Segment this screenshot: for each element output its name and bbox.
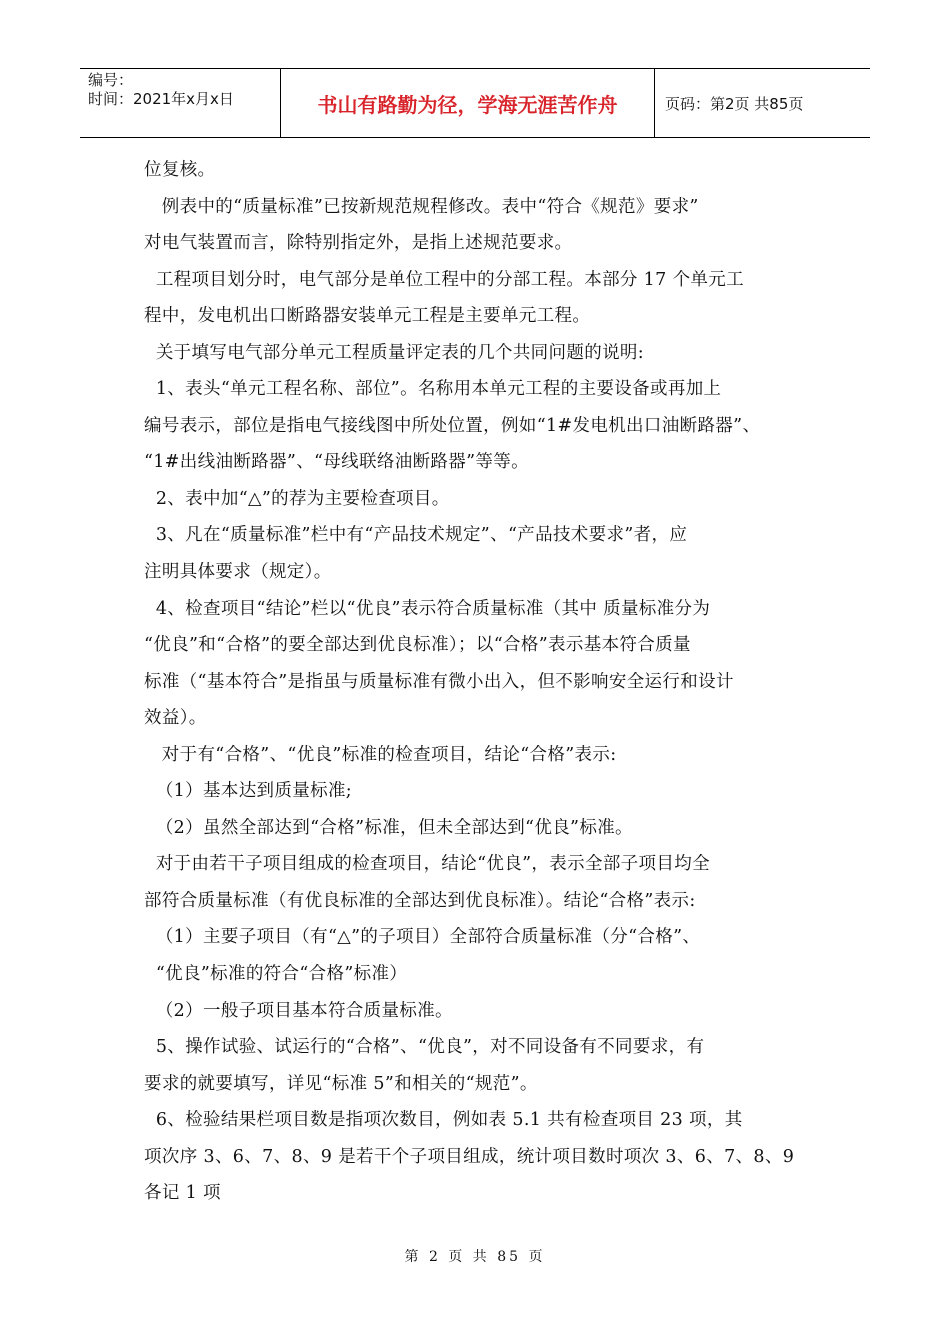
text-line: 编号表示，部位是指电气接线图中所处位置，例如“1#发电机出口油断路器”、 — [144, 415, 761, 436]
text-line: 部符合质量标准（有优良标准的全部达到优良标准）。结论“合格”表示: — [144, 890, 696, 911]
text-line: 要求的就要填写，详见“标准 5”和相关的“规范”。 — [144, 1073, 538, 1094]
text-line: 2、表中加“△”的荐为主要检查项目。 — [144, 488, 450, 509]
document-number-label: 编号： — [88, 71, 134, 89]
text-line: “1#出线油断路器”、“母线联络油断路器”等等。 — [144, 452, 529, 473]
text-line: 4、检查项目“结论”栏以“优良”表示符合质量标准（其中 质量标准分为 — [144, 598, 711, 619]
text-line: 关于填写电气部分单元工程质量评定表的几个共同问题的说明: — [144, 342, 645, 363]
page-footer: 第 2 页 共 85 页 — [404, 1249, 546, 1265]
text-line: 对电气装置而言，除特别指定外，是指上述规范要求。 — [144, 233, 573, 254]
text-line: （2）虽然全部达到“合格”标准，但未全部达到“优良”标准。 — [144, 817, 633, 838]
document-date: 时间：2021年x月x日 — [88, 90, 234, 108]
text-line: 1、表头“单元工程名称、部位”。名称用本单元工程的主要设备或再加上 — [144, 379, 722, 400]
header-meta — [80, 69, 281, 137]
text-line: 效益）。 — [144, 708, 207, 729]
text-line: 6、检验结果栏项目数是指项次数目，例如表 5.1 共有检查项目 23 项，其 — [144, 1110, 743, 1131]
text-line: “优良”标准的符合“合格”标准） — [144, 964, 408, 985]
text-line: 5、操作试验、试运行的“合格”、“优良”，对不同设备有不同要求，有 — [144, 1037, 705, 1058]
text-line: （1）主要子项目（有“△”的子项目）全部符合质量标准（分“合格”、 — [144, 927, 701, 948]
text-line: 对于由若干子项目组成的检查项目，结论“优良”，表示全部子项目均全 — [144, 854, 710, 875]
text-line: （1）基本达到质量标准; — [144, 781, 353, 802]
text-line: 3、凡在“质量标准”栏中有“产品技术规定”、“产品技术要求”者，应 — [144, 525, 688, 546]
header-motto: 书山有路勤为径，学海无涯苦作舟 — [281, 69, 655, 137]
text-line: 工程项目划分时，电气部分是单位工程中的分部工程。本部分 17 个单元工 — [144, 269, 744, 290]
text-line: 对于有“合格”、“优良”标准的检查项目，结论“合格”表示: — [144, 744, 617, 765]
text-line: 项次序 3、6、7、8、9 是若干个子项目组成，统计项目数时项次 3、6、7、8、9 — [144, 1146, 795, 1167]
header-page-info: 页码：第2页 共85页 — [665, 94, 804, 113]
text-line: 注明具体要求（规定）。 — [144, 562, 332, 583]
text-line: 标准（“基本符合”是指虽与质量标准有微小出入，但不影响安全运行和设计 — [144, 671, 734, 692]
page-header — [80, 68, 870, 138]
text-line: “优良”和“合格”的要全部达到优良标准）；以“合格”表示基本符合质量 — [144, 635, 691, 656]
text-line: （2）一般子项目基本符合质量标准。 — [144, 1000, 453, 1021]
text-line: 程中，发电机出口断路器安装单元工程是主要单元工程。 — [144, 306, 591, 327]
text-line: 各记 1 项 — [144, 1183, 221, 1204]
text-line: 位复核。 — [144, 160, 216, 180]
text-line: 例表中的“质量标准”已按新规范规程修改。表中“符合《规范》要求” — [144, 196, 699, 217]
body-text — [144, 152, 814, 1212]
